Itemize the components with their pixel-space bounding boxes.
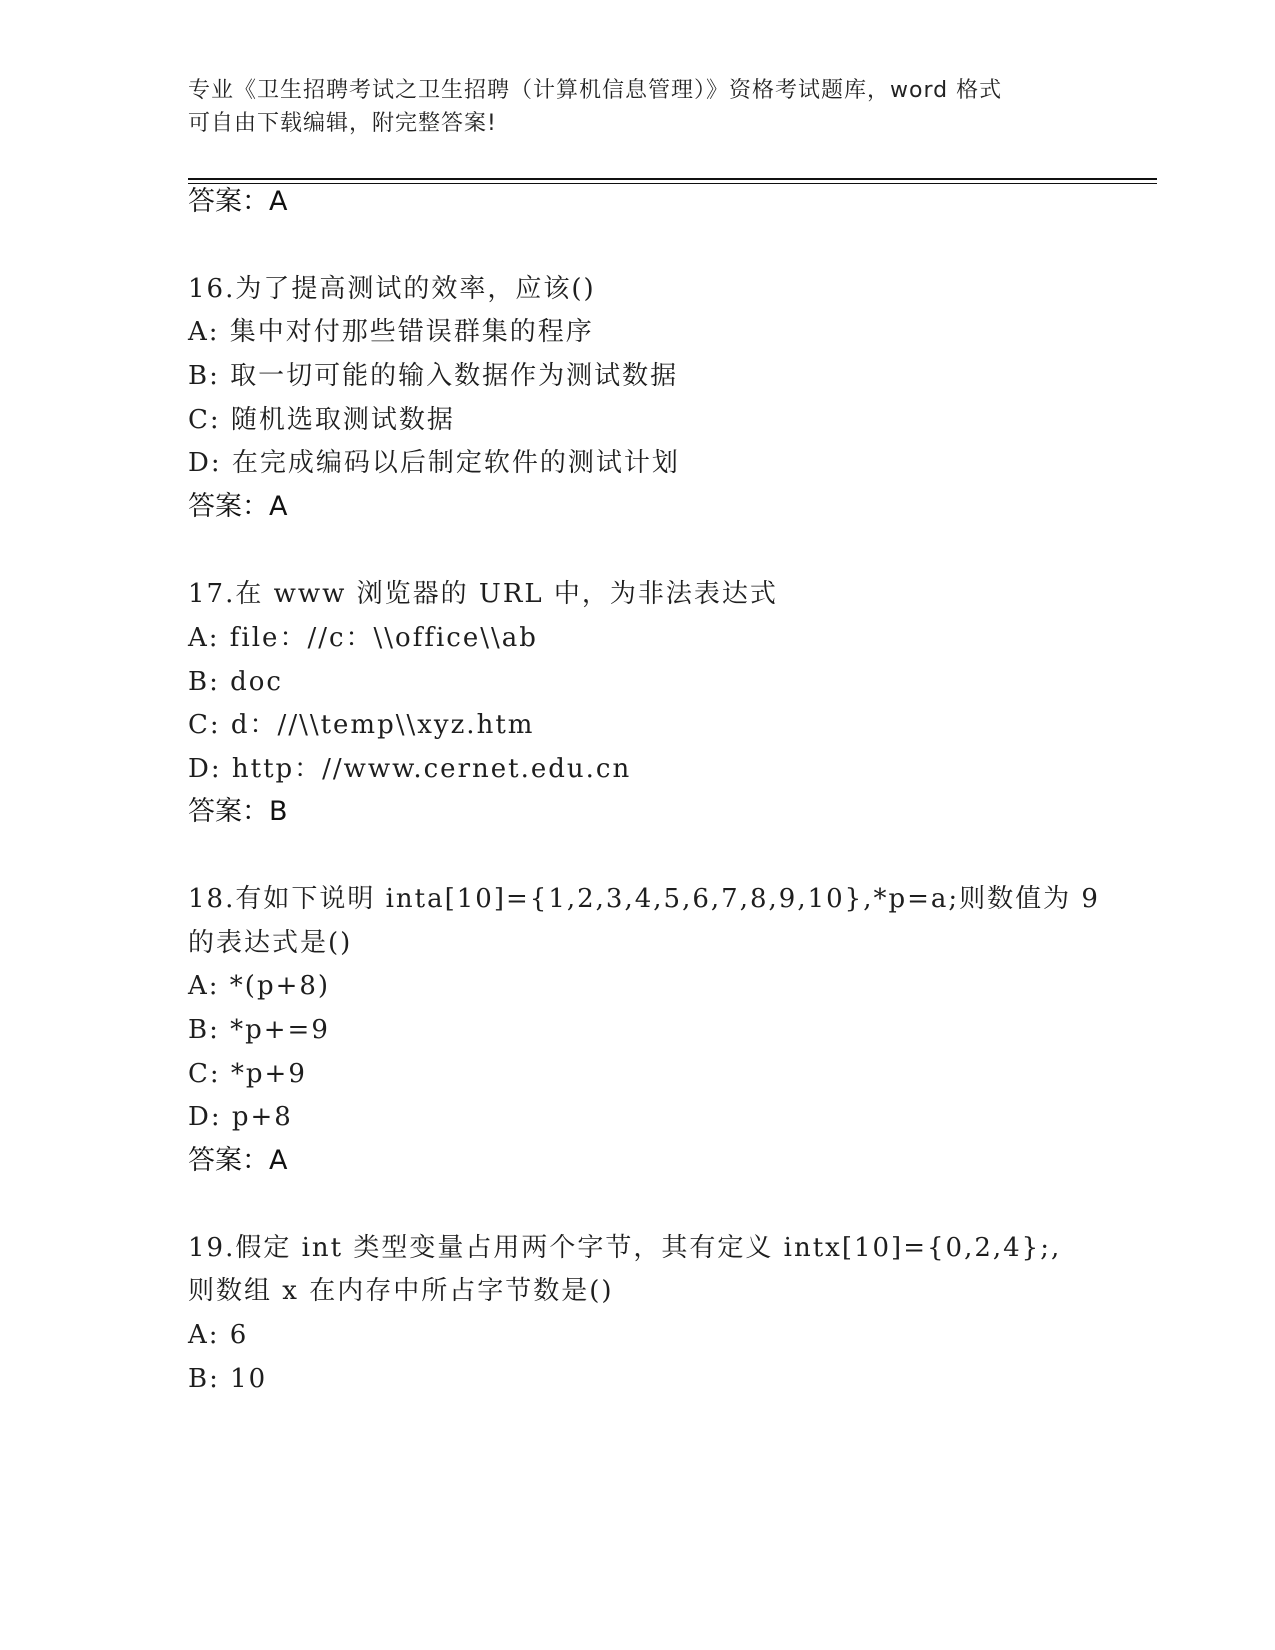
- option-b: B: doc: [188, 667, 283, 697]
- option-c: C: 随机选取测试数据: [188, 405, 455, 435]
- option-c: C: *p+9: [188, 1059, 307, 1089]
- header-line-1: 专业《卫生招聘考试之卫生招聘（计算机信息管理）》资格考试题库，word 格式: [188, 78, 1003, 103]
- answer-line: 答案：A: [188, 491, 288, 522]
- document-header: [188, 74, 1088, 140]
- option-d: D: http：//www.cernet.edu.cn: [188, 754, 632, 784]
- question-stem-continued: 则数组 x 在内存中所占字节数是(): [188, 1276, 614, 1306]
- header-line-2: 可自由下载编辑，附完整答案!: [188, 111, 497, 136]
- option-b: B: *p+=9: [188, 1015, 330, 1045]
- question-stem: 16.为了提高测试的效率，应该(): [188, 274, 596, 304]
- option-b: B: 取一切可能的输入数据作为测试数据: [188, 361, 679, 391]
- option-d: D: 在完成编码以后制定软件的测试计划: [188, 448, 680, 478]
- option-a: A: *(p+8): [188, 971, 331, 1001]
- option-a: A: 6: [188, 1320, 249, 1350]
- option-d: D: p+8: [188, 1102, 293, 1132]
- answer-line: 答案：B: [188, 796, 288, 827]
- answer-line: 答案：A: [188, 186, 288, 217]
- option-a: A: file：//c：\\office\\ab: [188, 623, 538, 653]
- option-a: A: 集中对付那些错误群集的程序: [188, 317, 594, 347]
- question-stem: 19.假定 int 类型变量占用两个字节，其有定义 intx[10]={0,2,4};,: [188, 1233, 1062, 1263]
- question-stem-continued: 的表达式是(): [188, 928, 353, 958]
- option-c: C: d：//\\temp\\xyz.htm: [188, 710, 535, 740]
- option-b: B: 10: [188, 1364, 268, 1394]
- header-rule-thin: [188, 183, 1157, 184]
- header-rule-thick: [188, 178, 1157, 180]
- question-stem: 17.在 www 浏览器的 URL 中，为非法表达式: [188, 579, 778, 609]
- answer-line: 答案：A: [188, 1145, 288, 1176]
- question-stem: 18.有如下说明 inta[10]={1,2,3,4,5,6,7,8,9,10},*p=a;则数值为 9: [188, 884, 1100, 914]
